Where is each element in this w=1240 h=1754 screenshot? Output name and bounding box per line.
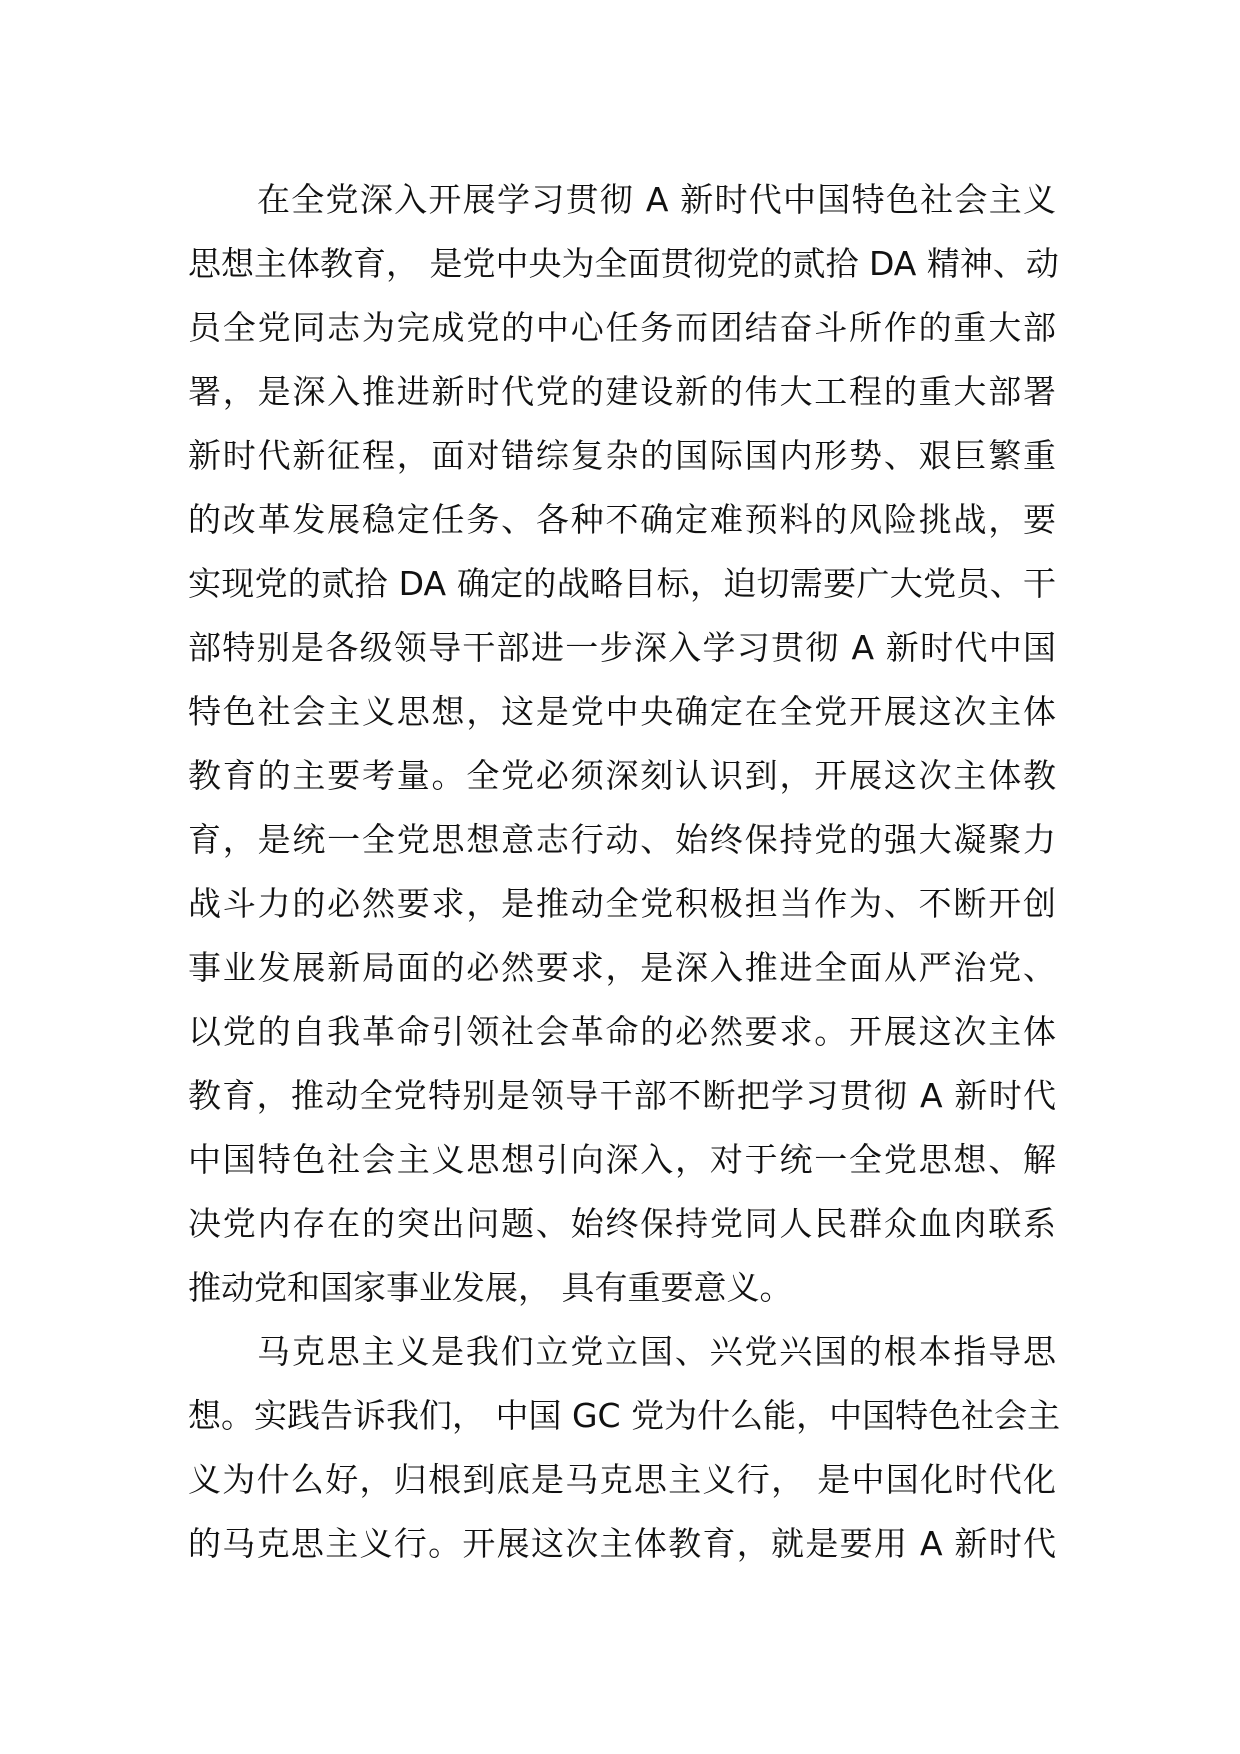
paragraph-1-line-10: 教育的主要考量。全党必须深刻认识到，开展这次主体教 [188,756,1056,795]
paragraph-2-line-4: 的马克思主义行。开展这次主体教育，就是要用 A 新时代 [188,1524,1056,1563]
paragraph-2-line-3: 义为什么好，归根到底是马克思主义行， 是中国化时代化 [188,1460,1056,1499]
paragraph-1-line-7: 实现党的贰拾 DA 确定的战略目标，迫切需要广大党员、干 [188,564,1056,603]
paragraph-1-line-15: 教育，推动全党特别是领导干部不断把学习贯彻 A 新时代 [188,1076,1056,1115]
paragraph-1-line-1: 在全党深入开展学习贯彻 A 新时代中国特色社会主义 [257,180,1056,219]
paragraph-1-line-14: 以党的自我革命引领社会革命的必然要求。开展这次主体 [188,1012,1056,1051]
paragraph-2-line-1: 马克思主义是我们立党立国、兴党兴国的根本指导思 [257,1332,1056,1371]
paragraph-1-line-4: 署，是深入推进新时代党的建设新的伟大工程的重大部署 [188,372,1056,411]
paragraph-1-line-12: 战斗力的必然要求，是推动全党积极担当作为、不断开创 [188,884,1056,923]
paragraph-1-line-9: 特色社会主义思想，这是党中央确定在全党开展这次主体 [188,692,1056,731]
paragraph-1-line-6: 的改革发展稳定任务、各种不确定难预料的风险挑战，要 [188,500,1056,539]
paragraph-1-line-5: 新时代新征程，面对错综复杂的国际国内形势、艰巨繁重 [188,436,1056,475]
paragraph-1-line-3: 员全党同志为完成党的中心任务而团结奋斗所作的重大部 [188,308,1056,347]
paragraph-1-line-16: 中国特色社会主义思想引向深入，对于统一全党思想、解 [188,1140,1056,1179]
paragraph-1-line-8: 部特别是各级领导干部进一步深入学习贯彻 A 新时代中国 [188,628,1056,667]
paragraph-1-line-13: 事业发展新局面的必然要求，是深入推进全面从严治党、 [188,948,1056,987]
paragraph-1-line-18: 推动党和国家事业发展， 具有重要意义。 [188,1268,793,1307]
paragraph-1-line-2: 思想主体教育， 是党中央为全面贯彻党的贰拾 DA 精神、动 [188,244,1059,283]
paragraph-2-line-2: 想。实践告诉我们， 中国 GC 党为什么能，中国特色社会主 [188,1396,1061,1435]
paragraph-1-line-17: 决党内存在的突出问题、始终保持党同人民群众血肉联系 [188,1204,1056,1243]
document-body [188,168,1061,1576]
paragraph-1-line-11: 育，是统一全党思想意志行动、始终保持党的强大凝聚力 [188,820,1056,859]
